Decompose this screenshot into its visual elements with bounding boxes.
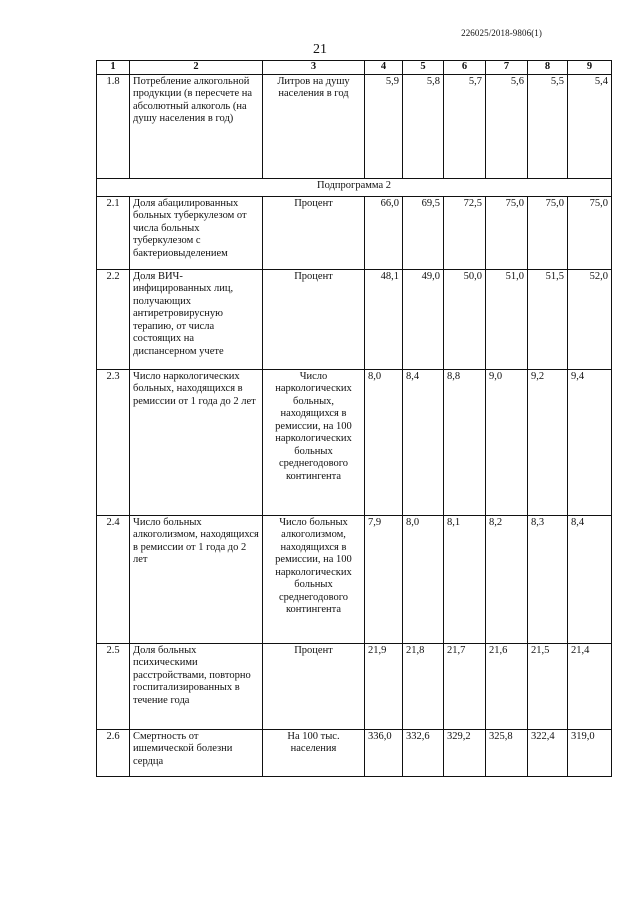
value-col-4: 21,9 xyxy=(365,643,403,729)
unit-of-measure: Процент xyxy=(263,643,365,729)
value-col-7: 75,0 xyxy=(486,196,528,269)
indicator-name: Потребление алкогольной продукции (в пересчете на абсолютный алкоголь (на душу населения в год) xyxy=(130,74,263,178)
value-col-4: 8,0 xyxy=(365,369,403,515)
value-col-5: 69,5 xyxy=(403,196,444,269)
row-number: 2.5 xyxy=(97,643,130,729)
value-col-6: 8,8 xyxy=(444,369,486,515)
header-col-7: 7 xyxy=(486,61,528,75)
header-col-8: 8 xyxy=(528,61,568,75)
value-col-5: 21,8 xyxy=(403,643,444,729)
header-col-3: 3 xyxy=(263,61,365,75)
value-col-8: 75,0 xyxy=(528,196,568,269)
value-col-8: 9,2 xyxy=(528,369,568,515)
value-col-6: 329,2 xyxy=(444,729,486,776)
unit-of-measure: Процент xyxy=(263,269,365,369)
row-number: 2.4 xyxy=(97,515,130,643)
header-row xyxy=(97,61,612,75)
value-col-6: 50,0 xyxy=(444,269,486,369)
row-number: 2.3 xyxy=(97,369,130,515)
unit-of-measure: Процент xyxy=(263,196,365,269)
value-col-8: 8,3 xyxy=(528,515,568,643)
indicator-name: Доля ВИЧ-инфицированных лиц, получающих антиретровирусную терапию, от числа состоящих на диспансерном учете xyxy=(130,269,263,369)
unit-of-measure: Число наркологических больных, находящихся в ремиссии, на 100 наркологических больных среднегодового контингента xyxy=(263,369,365,515)
value-col-4: 7,9 xyxy=(365,515,403,643)
value-col-6: 8,1 xyxy=(444,515,486,643)
table-row xyxy=(97,196,612,269)
value-col-9: 8,4 xyxy=(568,515,612,643)
value-col-4: 5,9 xyxy=(365,74,403,178)
page-number: 21 xyxy=(313,42,327,57)
value-col-7: 21,6 xyxy=(486,643,528,729)
row-number: 2.2 xyxy=(97,269,130,369)
value-col-9: 75,0 xyxy=(568,196,612,269)
value-col-7: 9,0 xyxy=(486,369,528,515)
unit-of-measure: Литров на душу населения в год xyxy=(263,74,365,178)
unit-of-measure: Число больных алкоголизмом, находящихся в ремиссии, на 100 наркологических больных среднегодового контингента xyxy=(263,515,365,643)
table-row xyxy=(97,729,612,776)
value-col-8: 21,5 xyxy=(528,643,568,729)
value-col-5: 8,0 xyxy=(403,515,444,643)
subprogram-row xyxy=(97,178,612,196)
value-col-8: 51,5 xyxy=(528,269,568,369)
indicator-name: Число наркологических больных, находящихся в ремиссии от 1 года до 2 лет xyxy=(130,369,263,515)
header-col-5: 5 xyxy=(403,61,444,75)
table-row xyxy=(97,369,612,515)
row-number: 2.1 xyxy=(97,196,130,269)
indicator-name: Смертность от ишемической болезни сердца xyxy=(130,729,263,776)
indicators-table xyxy=(96,60,612,777)
header-col-2: 2 xyxy=(130,61,263,75)
value-col-7: 5,6 xyxy=(486,74,528,178)
table-row xyxy=(97,269,612,369)
table-row xyxy=(97,515,612,643)
value-col-6: 5,7 xyxy=(444,74,486,178)
value-col-7: 325,8 xyxy=(486,729,528,776)
value-col-8: 322,4 xyxy=(528,729,568,776)
value-col-9: 5,4 xyxy=(568,74,612,178)
value-col-4: 48,1 xyxy=(365,269,403,369)
value-col-7: 51,0 xyxy=(486,269,528,369)
value-col-9: 21,4 xyxy=(568,643,612,729)
subprogram-title: Подпрограмма 2 xyxy=(97,178,612,196)
unit-of-measure: На 100 тыс. населения xyxy=(263,729,365,776)
value-col-4: 66,0 xyxy=(365,196,403,269)
header-col-9: 9 xyxy=(568,61,612,75)
header-col-1: 1 xyxy=(97,61,130,75)
value-col-5: 49,0 xyxy=(403,269,444,369)
value-col-9: 9,4 xyxy=(568,369,612,515)
document-id: 226025/2018-9806(1) xyxy=(461,28,542,38)
indicator-name: Доля абацилированных больных туберкулезом от числа больных туберкулезом с бактериовыделением xyxy=(130,196,263,269)
value-col-6: 21,7 xyxy=(444,643,486,729)
value-col-9: 319,0 xyxy=(568,729,612,776)
indicator-name: Число больных алкоголизмом, находящихся в ремиссии от 1 года до 2 лет xyxy=(130,515,263,643)
value-col-6: 72,5 xyxy=(444,196,486,269)
indicator-name: Доля больных психическими расстройствами, повторно госпитализированных в течение года xyxy=(130,643,263,729)
table-row xyxy=(97,74,612,178)
header-col-4: 4 xyxy=(365,61,403,75)
value-col-7: 8,2 xyxy=(486,515,528,643)
row-number: 2.6 xyxy=(97,729,130,776)
value-col-5: 5,8 xyxy=(403,74,444,178)
value-col-4: 336,0 xyxy=(365,729,403,776)
value-col-5: 332,6 xyxy=(403,729,444,776)
table-row xyxy=(97,643,612,729)
header-col-6: 6 xyxy=(444,61,486,75)
value-col-5: 8,4 xyxy=(403,369,444,515)
value-col-8: 5,5 xyxy=(528,74,568,178)
value-col-9: 52,0 xyxy=(568,269,612,369)
row-number: 1.8 xyxy=(97,74,130,178)
